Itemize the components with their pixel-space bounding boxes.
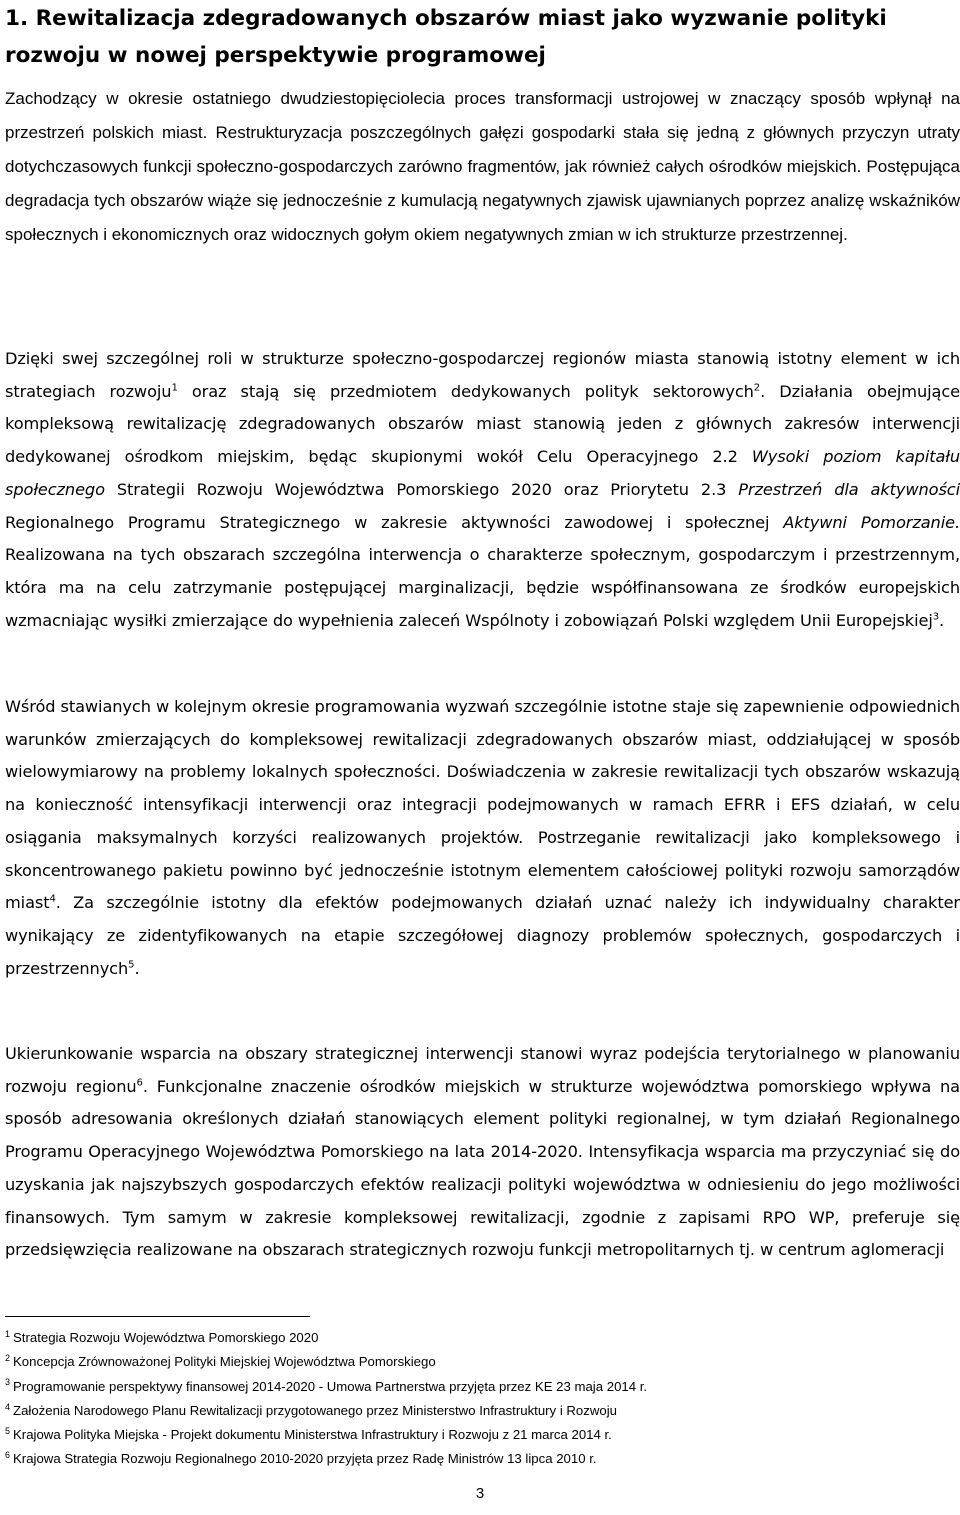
paragraph-3-text: . — [134, 958, 140, 978]
footnote-text: Strategia Rozwoju Województwa Pomorskiego 2020 — [13, 1330, 319, 1345]
paragraph-2 — [5, 343, 960, 637]
paragraph-3-text: . Za szczególnie istotny dla efektów podejmowanych działań uznać należy ich indywidualny charakter wynikający ze zidentyfikowanych na etapie szczegółowej diagnozy problemów społecznych, gospodarczych i przestrzennych — [5, 893, 960, 978]
footnotes — [5, 1326, 960, 1472]
footnote-ref-1[interactable]: 1 — [171, 382, 178, 394]
paragraph-2-text: Strategii Rozwoju Województwa Pomorskiego 2020 oraz Priorytetu 2.3 — [104, 479, 739, 499]
paragraph-4-text: . Funkcjonalne znaczenie ośrodków miejskich w strukturze województwa pomorskiego wpływa na sposób adresowania określonych działań stanowiących element polityki regionalnej, w tym działań Regionalnego Programu Operacyjnego Województwa Pomorskiego na lata 2014-2020. Intensyfikacja wsparcia ma przyczyniać się do uzyskania jak najszybszych gospodarczych efektów realizacji polityki województwa w odniesieniu do jego możliwości finansowych. Tym samym w zakresie kompleksowej rewitalizacji, zgodnie z zapisami RPO WP, preferuje się przedsięwzięcia realizowane na obszarach strategicznych rozwoju funkcji metropolitarnych tj. w centrum aglomeracji — [5, 1076, 960, 1260]
footnote-separator — [5, 1316, 310, 1317]
footnote-text: Krajowa Polityka Miejska - Projekt dokumentu Ministerstwa Infrastruktury i Rozwoju z 21 marca 2014 r. — [13, 1427, 612, 1443]
footnote-text: Koncepcja Zrównoważonej Polityki Miejskiej Województwa Pomorskiego — [13, 1354, 436, 1370]
footnote-number: 4 — [5, 1401, 11, 1412]
paragraph-2-text: Regionalnego Programu Strategicznego w zakresie aktywności zawodowej i społecznej — [5, 512, 784, 532]
italic-title-programme: Aktywni Pomorzanie. — [783, 512, 960, 532]
paragraph-3-text: Wśród stawianych w kolejnym okresie programowania wyzwań szczególnie istotne staje się zapewnienie odpowiednich warunków zmierzających do kompleksowej rewitalizacji zdegradowanych obszarów miast, oddziałującej w sposób wielowymiarowy na problemy lokalnych społeczności. Doświadczenia w zakresie rewitalizacji tych obszarów wskazują na konieczność intensyfikacji interwencji oraz integracji podejmowanych w ramach EFRR i EFS działań, w celu osiągania maksymalnych korzyści realizowanych projektów. Postrzeganie rewitalizacji jako kompleksowego i skoncentrowanego pakietu powinno być jednocześnie istotnym elementem całościowej polityki rozwoju samorządów miast — [5, 697, 960, 913]
italic-title-goal: Wysoki poziom kapitału społecznego — [5, 447, 960, 499]
paragraph-2-text: . — [939, 610, 945, 630]
paragraph-2-text: oraz stają się przedmiotem dedykowanych polityk sektorowych — [177, 381, 754, 401]
footnote-number: 3 — [5, 1377, 11, 1388]
paragraph-4-text: Ukierunkowanie wsparcia na obszary strategicznej interwencji stanowi wyraz podejścia terytorialnego w planowaniu rozwoju regionu — [5, 1044, 960, 1096]
paragraph-3 — [5, 691, 960, 985]
footnote-text: Krajowa Strategia Rozwoju Regionalnego 2010-2020 przyjęta przez Radę Ministrów 13 lipca 2010 r. — [13, 1451, 597, 1467]
paragraph-4 — [5, 1038, 960, 1267]
footnote-1 — [5, 1326, 960, 1350]
footnote-text: Programowanie perspektywy finansowej 2014-2020 - Umowa Partnerstwa przyjęta przez KE 23 maja 2014 r. — [13, 1378, 648, 1394]
footnote-ref-2[interactable]: 2 — [753, 382, 761, 394]
footnote-3 — [5, 1375, 960, 1399]
footnote-ref-6[interactable]: 6 — [136, 1077, 143, 1089]
footnote-text: Założenia Narodowego Planu Rewitalizacji przygotowanego przez Ministerstwo Infrastruktury i Rozwoju — [13, 1402, 617, 1418]
footnote-number: 1 — [5, 1328, 11, 1339]
footnote-ref-4[interactable]: 4 — [49, 893, 56, 905]
footnote-6 — [5, 1447, 960, 1471]
page-number: 3 — [475, 1485, 485, 1502]
footnote-ref-3[interactable]: 3 — [932, 611, 940, 623]
footnote-number: 5 — [5, 1425, 11, 1436]
paragraph-2-text: . Działania obejmujące kompleksową rewitalizację zdegradowanych obszarów miast stanowią jeden z głównych zakresów interwencji dedykowanej ośrodkom miejskim, będąc skupionymi wokół Celu Operacyjnego 2.2 — [5, 381, 960, 467]
section-heading: 1. Rewitalizacja zdegradowanych obszarów miast jako wyzwanie polityki rozwoju w nowej perspektywie programowej — [5, 6, 887, 68]
paragraph-1-text: Zachodzący w okresie ostatniego dwudziestopięciolecia proces transformacji ustrojowej w znaczący sposób wpłynął na przestrzeń polskich miast. Restrukturyzacja poszczególnych gałęzi gospodarki stała się jedną z głównych przyczyn utraty dotychczasowych funkcji społeczno-gospodarczych zarówno fragmentów, jak również całych ośrodków miejskich. Postępująca degradacja tych obszarów wiąże się jednocześnie z kumulacją negatywnych zjawisk ujawnianych poprzez analizę wskaźników społecznych i ekonomicznych oraz widocznych gołym okiem negatywnych zmian w ich strukturze przestrzennej. — [5, 89, 960, 244]
footnote-number: 6 — [5, 1450, 11, 1461]
footnote-2 — [5, 1350, 960, 1374]
paragraph-2-text: Dzięki swej szczególnej roli w strukturze społeczno-gospodarczej regionów miasta stanowią istotny element w ich strategiach rozwoju — [5, 349, 960, 401]
footnote-5 — [5, 1423, 960, 1447]
footnote-4 — [5, 1399, 960, 1423]
paragraph-2-text: Realizowana na tych obszarach szczególna interwencja o charakterze społecznym, gospodarczym i przestrzennym, która ma na celu zatrzymanie postępującej marginalizacji, będzie współfinansowana ze środków europejskich wzmacniając wysiłki zmierzające do wypełnienia zaleceń Wspólnoty i zobowiązań Polski względem Unii Europejskiej — [5, 545, 960, 630]
footnote-ref-5[interactable]: 5 — [128, 959, 135, 971]
footnote-number: 2 — [5, 1352, 11, 1363]
italic-title-priority: Przestrzeń dla aktywności — [738, 479, 960, 499]
paragraph-1 — [5, 82, 960, 252]
